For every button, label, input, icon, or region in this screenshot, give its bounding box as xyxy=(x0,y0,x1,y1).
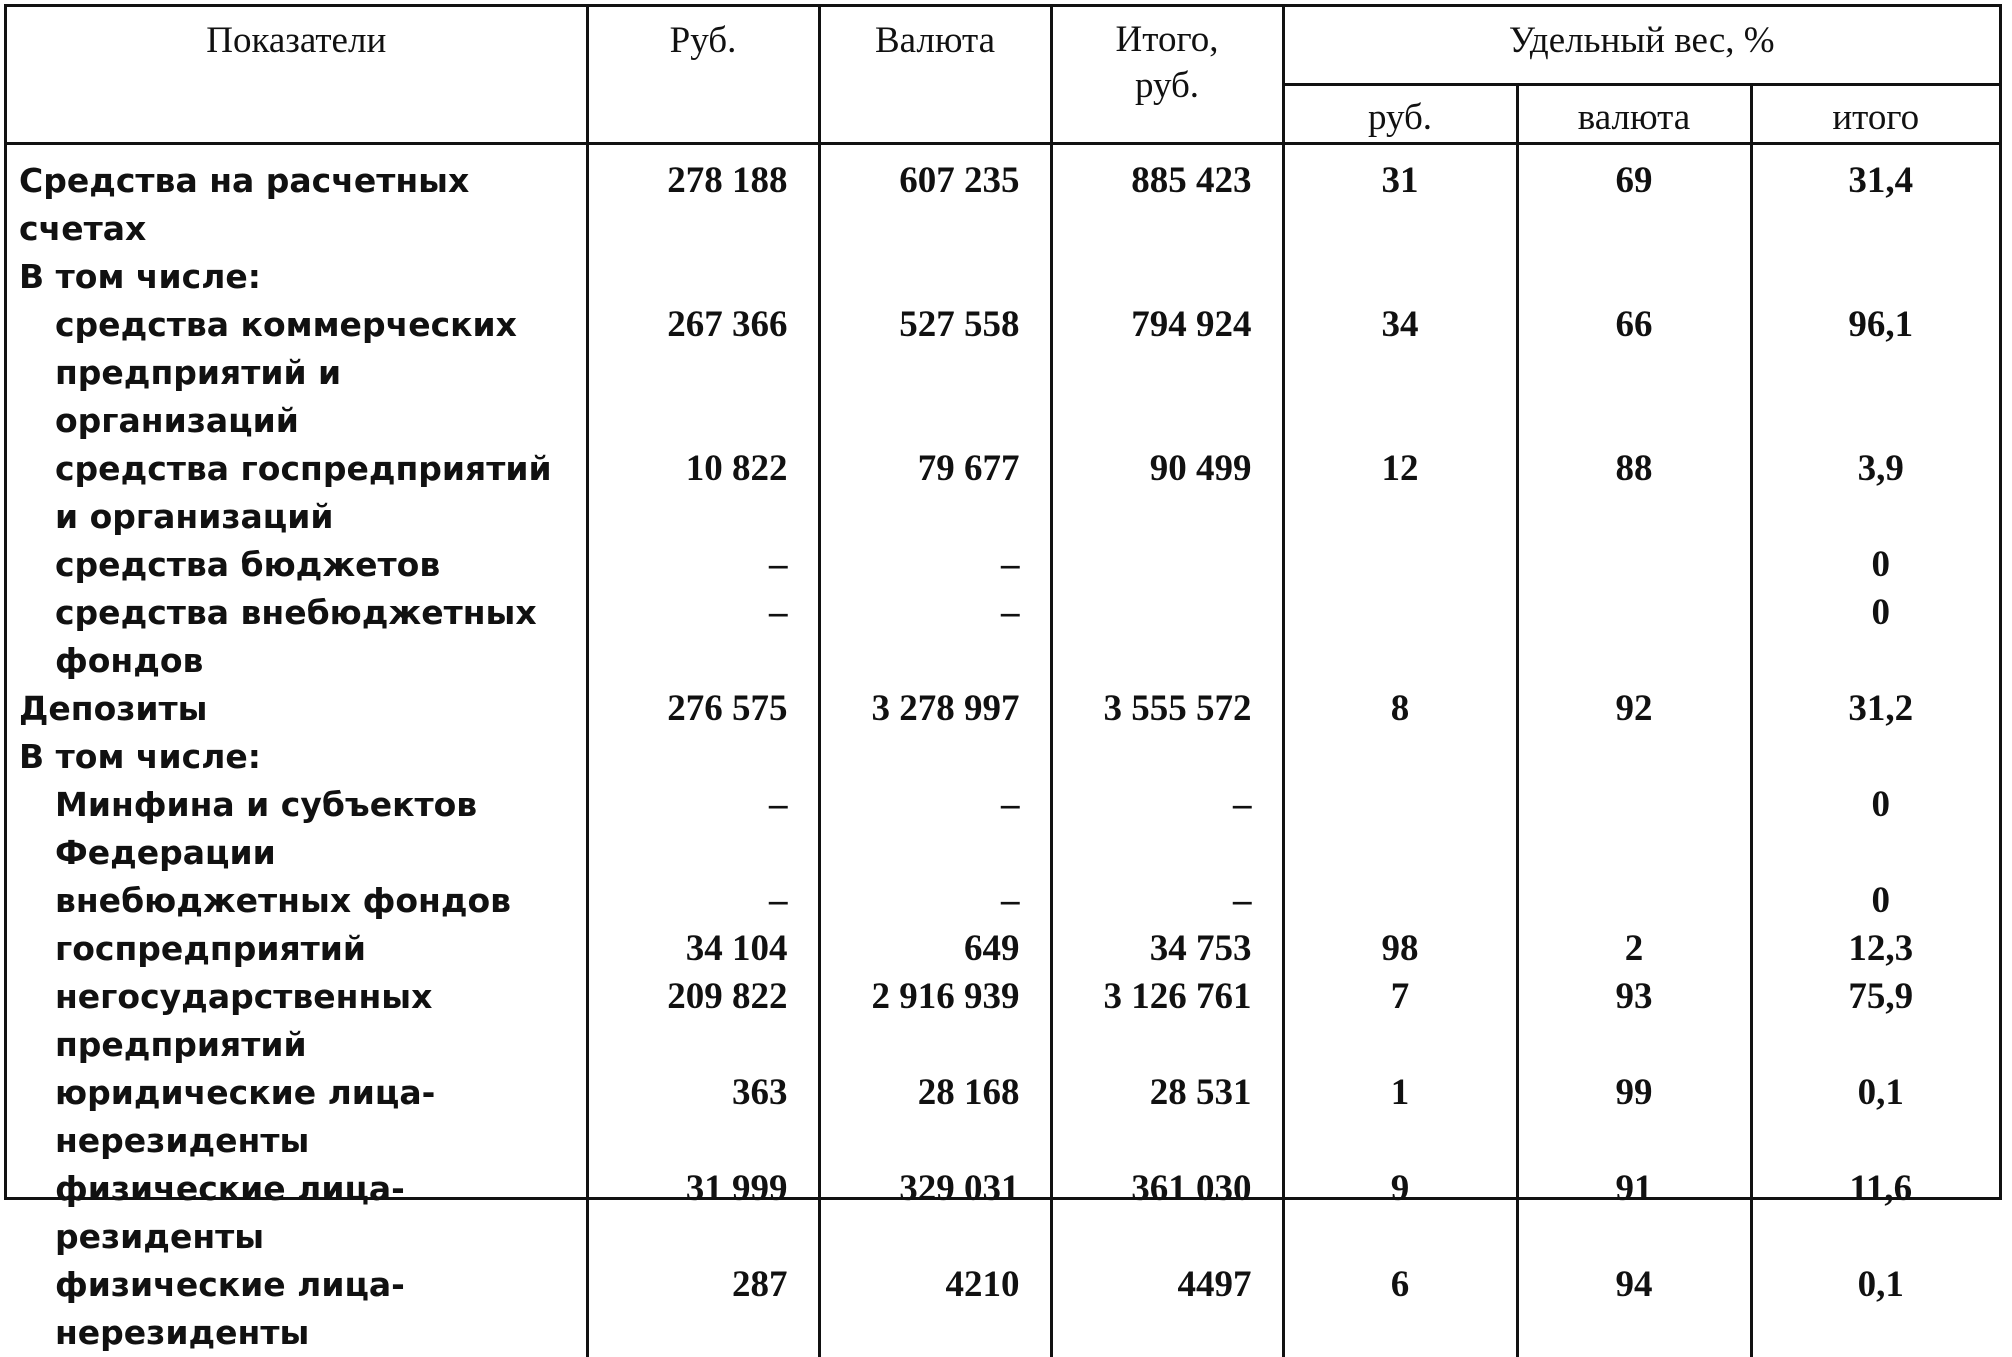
cell-share-rub: 1 xyxy=(1283,1069,1517,1165)
cell-total: 885 423 xyxy=(1051,144,1283,254)
cell-share-total: 11,6 xyxy=(1751,1165,1999,1261)
cell-rub: 363 xyxy=(587,1069,819,1165)
cell-share-rub xyxy=(1283,589,1517,685)
cell-total: 34 753 xyxy=(1051,925,1283,973)
cell-share-rub: 9 xyxy=(1283,1165,1517,1261)
cell-currency: – xyxy=(819,781,1051,877)
cell-total: 3 126 761 xyxy=(1051,973,1283,1069)
cell-currency xyxy=(819,733,1051,781)
cell-share-rub xyxy=(1283,541,1517,589)
cell-share-total: 0,1 xyxy=(1751,1261,1999,1357)
cell-share-currency xyxy=(1517,733,1751,781)
header-share-currency: валюта xyxy=(1517,85,1751,144)
cell-currency: 28 168 xyxy=(819,1069,1051,1165)
cell-label: физические лица-резиденты xyxy=(7,1165,587,1261)
cell-currency: 79 677 xyxy=(819,445,1051,541)
cell-share-total: 0,1 xyxy=(1751,1069,1999,1165)
cell-share-total: 31,2 xyxy=(1751,685,1999,733)
table-row xyxy=(7,144,1999,254)
table-row xyxy=(7,1261,1999,1357)
cell-total xyxy=(1051,589,1283,685)
cell-total: 794 924 xyxy=(1051,301,1283,445)
cell-currency: – xyxy=(819,877,1051,925)
cell-rub: 287 xyxy=(587,1261,819,1357)
cell-share-currency: 99 xyxy=(1517,1069,1751,1165)
cell-share-rub xyxy=(1283,733,1517,781)
header-total xyxy=(1051,7,1283,144)
cell-total: 3 555 572 xyxy=(1051,685,1283,733)
cell-share-currency: 2 xyxy=(1517,925,1751,973)
cell-total: 361 030 xyxy=(1051,1165,1283,1261)
cell-share-currency: 66 xyxy=(1517,301,1751,445)
cell-share-rub: 34 xyxy=(1283,301,1517,445)
cell-rub: – xyxy=(587,781,819,877)
cell-share-total: 12,3 xyxy=(1751,925,1999,973)
cell-total xyxy=(1051,541,1283,589)
cell-share-rub: 31 xyxy=(1283,144,1517,254)
cell-rub: 31 999 xyxy=(587,1165,819,1261)
cell-currency: 329 031 xyxy=(819,1165,1051,1261)
cell-share-currency: 91 xyxy=(1517,1165,1751,1261)
cell-currency: 649 xyxy=(819,925,1051,973)
header-share: Удельный вес, % xyxy=(1283,7,1999,85)
cell-label: Минфина и субъектов Федерации xyxy=(7,781,587,877)
cell-label: Средства на расчетных счетах xyxy=(7,144,587,254)
table-row xyxy=(7,1069,1999,1165)
cell-share-total xyxy=(1751,733,1999,781)
header-currency: Валюта xyxy=(819,7,1051,144)
cell-total: – xyxy=(1051,877,1283,925)
table-row xyxy=(7,1165,1999,1261)
cell-rub: – xyxy=(587,589,819,685)
table-header xyxy=(7,7,1999,144)
cell-label: юридические лица-нерезиденты xyxy=(7,1069,587,1165)
cell-share-currency: 94 xyxy=(1517,1261,1751,1357)
cell-rub: 267 366 xyxy=(587,301,819,445)
cell-label: Депозиты xyxy=(7,685,587,733)
table-row xyxy=(7,685,1999,733)
cell-currency: – xyxy=(819,589,1051,685)
cell-currency: – xyxy=(819,541,1051,589)
cell-label: негосударственных предприятий xyxy=(7,973,587,1069)
cell-share-currency: 69 xyxy=(1517,144,1751,254)
cell-share-rub: 8 xyxy=(1283,685,1517,733)
cell-currency: 607 235 xyxy=(819,144,1051,254)
cell-total xyxy=(1051,733,1283,781)
cell-share-currency: 88 xyxy=(1517,445,1751,541)
table-row xyxy=(7,733,1999,781)
header-share-total: итого xyxy=(1751,85,1999,144)
cell-share-total: 0 xyxy=(1751,877,1999,925)
cell-rub: – xyxy=(587,541,819,589)
cell-share-rub: 6 xyxy=(1283,1261,1517,1357)
cell-total: 28 531 xyxy=(1051,1069,1283,1165)
cell-share-total xyxy=(1751,253,1999,301)
cell-label: внебюджетных фондов xyxy=(7,877,587,925)
cell-share-rub xyxy=(1283,253,1517,301)
cell-rub: 276 575 xyxy=(587,685,819,733)
cell-share-currency xyxy=(1517,253,1751,301)
cell-label: средства внебюджетных фондов xyxy=(7,589,587,685)
table-row xyxy=(7,781,1999,877)
cell-label: средства бюджетов xyxy=(7,541,587,589)
cell-label: госпредприятий xyxy=(7,925,587,973)
cell-share-rub: 98 xyxy=(1283,925,1517,973)
header-share-rub: руб. xyxy=(1283,85,1517,144)
cell-share-currency: 93 xyxy=(1517,973,1751,1069)
cell-total: 4497 xyxy=(1051,1261,1283,1357)
data-table-frame xyxy=(4,4,2002,1200)
cell-share-currency xyxy=(1517,781,1751,877)
cell-label: В том числе: xyxy=(7,253,587,301)
table-row xyxy=(7,877,1999,925)
cell-share-currency xyxy=(1517,541,1751,589)
cell-share-rub xyxy=(1283,877,1517,925)
table-row xyxy=(7,253,1999,301)
cell-rub xyxy=(587,253,819,301)
cell-share-total: 96,1 xyxy=(1751,301,1999,445)
cell-total xyxy=(1051,253,1283,301)
cell-share-total: 3,9 xyxy=(1751,445,1999,541)
cell-rub: 209 822 xyxy=(587,973,819,1069)
table-row xyxy=(7,925,1999,973)
cell-share-currency xyxy=(1517,589,1751,685)
cell-currency: 4210 xyxy=(819,1261,1051,1357)
cell-rub: 34 104 xyxy=(587,925,819,973)
cell-label: средства госпредприятий и организаций xyxy=(7,445,587,541)
cell-currency: 3 278 997 xyxy=(819,685,1051,733)
table-row xyxy=(7,541,1999,589)
cell-share-currency xyxy=(1517,877,1751,925)
cell-share-rub: 7 xyxy=(1283,973,1517,1069)
cell-share-total: 31,4 xyxy=(1751,144,1999,254)
cell-share-total: 0 xyxy=(1751,781,1999,877)
cell-share-total: 0 xyxy=(1751,541,1999,589)
table-row xyxy=(7,445,1999,541)
cell-share-total: 0 xyxy=(1751,589,1999,685)
header-rub: Руб. xyxy=(587,7,819,144)
cell-currency: 527 558 xyxy=(819,301,1051,445)
cell-label: средства коммерческих предприятий и организаций xyxy=(7,301,587,445)
cell-total: 90 499 xyxy=(1051,445,1283,541)
cell-label: В том числе: xyxy=(7,733,587,781)
table-row xyxy=(7,301,1999,445)
data-table xyxy=(7,7,1999,1357)
cell-share-rub xyxy=(1283,781,1517,877)
cell-label: физические лица-нерезиденты xyxy=(7,1261,587,1357)
cell-rub: 10 822 xyxy=(587,445,819,541)
table-row xyxy=(7,589,1999,685)
header-total-text: Итого, руб. xyxy=(1092,17,1242,109)
cell-rub xyxy=(587,733,819,781)
cell-currency xyxy=(819,253,1051,301)
cell-share-currency: 92 xyxy=(1517,685,1751,733)
table-row xyxy=(7,973,1999,1069)
cell-total: – xyxy=(1051,781,1283,877)
header-indicators: Показатели xyxy=(7,7,587,144)
cell-share-total: 75,9 xyxy=(1751,973,1999,1069)
table-body xyxy=(7,144,1999,1357)
cell-rub: – xyxy=(587,877,819,925)
cell-share-rub: 12 xyxy=(1283,445,1517,541)
cell-currency: 2 916 939 xyxy=(819,973,1051,1069)
cell-rub: 278 188 xyxy=(587,144,819,254)
